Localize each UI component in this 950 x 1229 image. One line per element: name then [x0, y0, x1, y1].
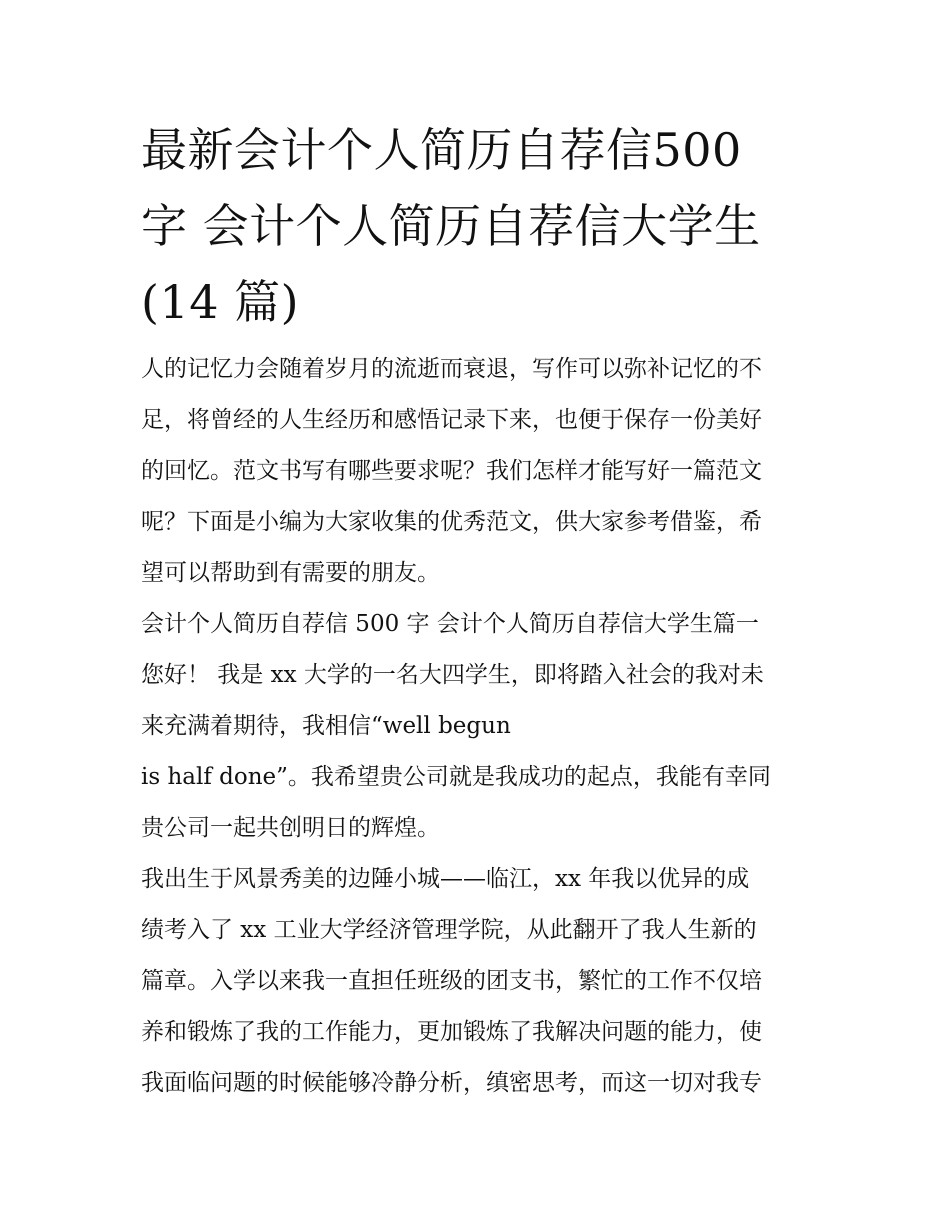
- text-line: is half done”。我希望贵公司就是我成功的起点，我能有幸同: [141, 764, 771, 790]
- section-heading-paragraph: [141, 599, 816, 650]
- document-title: [141, 112, 816, 340]
- title-line: 最新会计个人简历自荐信500: [141, 123, 742, 177]
- text-line: 您好！ 我是 xx 大学的一名大四学生，即将踏入社会的我对未: [141, 662, 764, 688]
- text-line: 望可以帮助到有需要的朋友。: [141, 560, 440, 586]
- text-line: 绩考入了 xx 工业大学经济管理学院，从此翻开了我人生新的: [141, 917, 757, 943]
- background-paragraph: [141, 854, 816, 1109]
- text-line: 会计个人简历自荐信 500 字 会计个人简历自荐信大学生篇一: [141, 611, 759, 637]
- title-line: 字 会计个人简历自荐信大学生: [141, 199, 761, 253]
- text-line: 养和锻炼了我的工作能力，更加锻炼了我解决问题的能力，使: [141, 1019, 762, 1045]
- text-line: 的回忆。范文书写有哪些要求呢？我们怎样才能写好一篇范文: [141, 458, 762, 484]
- text-line: 篇章。入学以来我一直担任班级的团支书，繁忙的工作不仅培: [141, 968, 762, 994]
- text-line: 人的记忆力会随着岁月的流逝而衰退，写作可以弥补记忆的不: [141, 356, 762, 382]
- motivation-paragraph: [141, 752, 816, 854]
- text-line: 来充满着期待，我相信“well begun: [141, 713, 511, 739]
- text-line: 足，将曾经的人生经历和感悟记录下来，也便于保存一份美好: [141, 407, 762, 433]
- document-content: [141, 112, 816, 1109]
- title-line: (14 篇): [141, 275, 300, 329]
- greeting-paragraph: [141, 650, 816, 752]
- text-line: 我面临问题的时候能够冷静分析，缜密思考，而这一切对我专: [141, 1070, 762, 1096]
- intro-paragraph: [141, 344, 816, 599]
- text-line: 我出生于风景秀美的边陲小城——临江，xx 年我以优异的成: [141, 866, 750, 892]
- text-line: 呢？下面是小编为大家收集的优秀范文，供大家参考借鉴，希: [141, 509, 762, 535]
- text-line: 贵公司一起共创明日的辉煌。: [141, 815, 440, 841]
